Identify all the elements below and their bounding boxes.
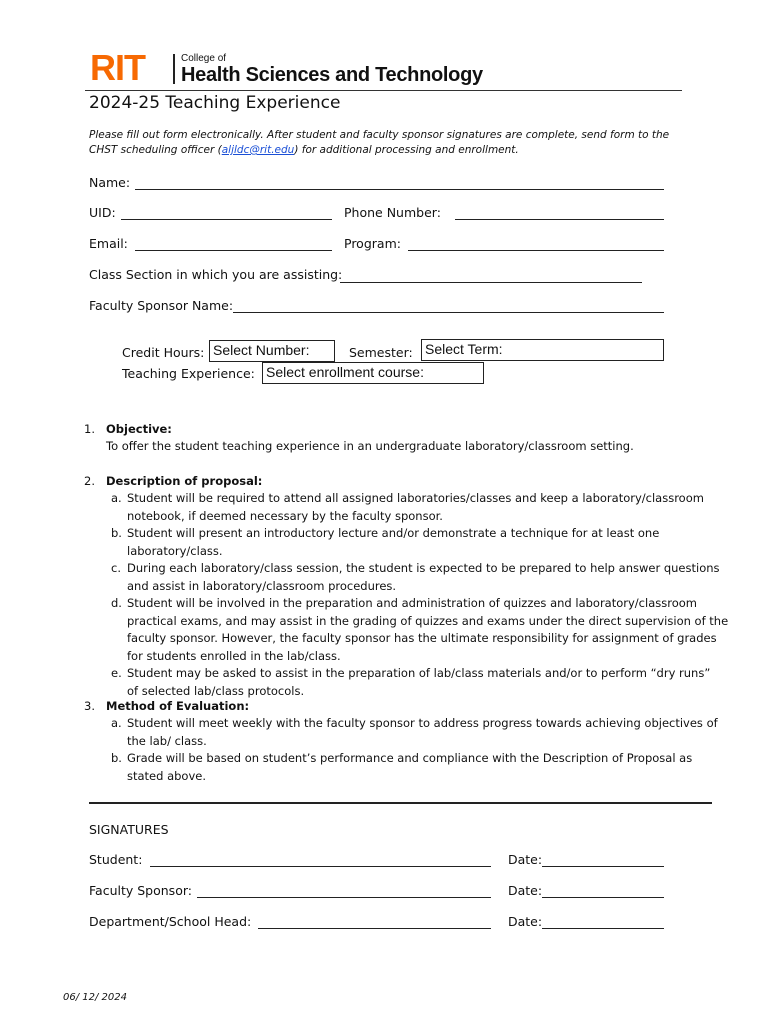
section-divider: [89, 802, 712, 804]
list-item: [111, 750, 721, 785]
logo-divider: [173, 54, 175, 84]
program-field[interactable]: [408, 250, 664, 251]
form-instructions: [89, 128, 689, 158]
list-item-text: [127, 560, 720, 595]
intro-text-1: Please fill out form electronically. After student and faculty sponsor signatures are complete, send form to the CHST scheduling officer (: [89, 129, 670, 156]
evaluation-list: [111, 715, 721, 785]
department-head-signature-label: Department/School Head:: [89, 914, 252, 929]
teaching-experience-dropdown[interactable]: Select enrollment course:: [262, 362, 484, 384]
class-section-field[interactable]: [340, 282, 642, 283]
list-item-line: faculty sponsor. However, the faculty sponsor has the ultimate responsibility for assignment of grades: [127, 631, 717, 645]
logo-college-label: College of: [181, 53, 227, 64]
list-item-line: Student will be required to attend all assigned laboratories/classes and keep a laboratory/classroom: [127, 491, 704, 505]
description-list: [111, 490, 729, 700]
name-label: Name:: [89, 175, 131, 190]
faculty-date-label: Date:: [508, 883, 543, 898]
email-label: Email:: [89, 236, 128, 251]
faculty-date-field[interactable]: [542, 897, 664, 898]
list-item-text: [127, 715, 718, 750]
semester-dropdown[interactable]: Select Term:: [421, 339, 664, 361]
list-item: [111, 715, 721, 750]
phone-label: Phone Number:: [344, 205, 441, 220]
student-date-label: Date:: [508, 852, 543, 867]
footer-date: 06/ 12/ 2024: [63, 992, 127, 1003]
section-number: 2.: [84, 474, 95, 488]
student-date-field[interactable]: [542, 866, 664, 867]
list-item-line: the lab/ class.: [127, 733, 207, 748]
faculty-sponsor-label: Faculty Sponsor Name:: [89, 298, 234, 313]
list-item-letter: a.: [111, 716, 122, 730]
list-item-line: for students enrolled in the lab/class.: [127, 648, 341, 663]
list-item-letter: b.: [111, 751, 122, 765]
list-item-text: [127, 490, 704, 525]
department-head-date-field[interactable]: [542, 928, 664, 929]
objective-text: To offer the student teaching experience in an undergraduate laboratory/classroom setting.: [106, 439, 634, 453]
uid-field[interactable]: [121, 219, 332, 220]
description-heading: Description of proposal:: [106, 474, 263, 488]
program-label: Program:: [344, 236, 401, 251]
evaluation-heading: Method of Evaluation:: [106, 699, 250, 713]
list-item-text: [127, 665, 710, 700]
list-item-line: of selected lab/class protocols.: [127, 683, 305, 698]
credit-hours-dropdown[interactable]: Select Number:: [209, 340, 335, 362]
intro-text-2: ) for additional processing and enrollment.: [294, 144, 519, 156]
name-field[interactable]: [135, 189, 664, 190]
section-number: 3.: [84, 699, 95, 713]
list-item-letter: c.: [111, 561, 121, 575]
list-item-line: Student will meet weekly with the faculty sponsor to address progress towards achieving objectives of: [127, 716, 718, 730]
list-item-line: stated above.: [127, 768, 207, 783]
list-item: [111, 560, 721, 595]
list-item-line: Student will be involved in the preparation and administration of quizzes and laboratory/classroom: [127, 596, 697, 610]
list-item-line: laboratory/class.: [127, 543, 223, 558]
objective-heading: Objective:: [106, 422, 172, 436]
teaching-experience-label: Teaching Experience:: [122, 366, 255, 381]
list-item-line: practical exams, and may assist in the grading of quizzes and exams under the direct supervision of the: [127, 613, 729, 628]
list-item-line: and assist in laboratory/classroom procedures.: [127, 578, 397, 593]
class-section-label: Class Section in which you are assisting:: [89, 267, 343, 282]
list-item-letter: a.: [111, 491, 122, 505]
header-rule: [85, 90, 682, 91]
list-item-line: During each laboratory/class session, the student is expected to be prepared to help answer questions: [127, 561, 720, 575]
signatures-heading: SIGNATURES: [89, 822, 169, 837]
logo-college-name: Health Sciences and Technology: [181, 64, 483, 86]
rit-logo-wordmark: RIT: [90, 47, 145, 88]
department-head-date-label: Date:: [508, 914, 543, 929]
list-item-line: Student may be asked to assist in the preparation of lab/class materials and/or to perform “dry runs”: [127, 666, 711, 680]
list-item-line: Grade will be based on student’s performance and compliance with the Description of Proposal as: [127, 751, 693, 765]
student-signature-field[interactable]: [150, 866, 491, 867]
list-item-letter: d.: [111, 596, 122, 610]
list-item: [111, 595, 729, 665]
list-item-line: Student will present an introductory lecture and/or demonstrate a technique for at least one: [127, 526, 660, 540]
credit-hours-label: Credit Hours:: [122, 345, 205, 360]
list-item-text: [127, 595, 728, 665]
email-link[interactable]: aljldc@rit.edu: [221, 144, 295, 156]
list-item: [111, 525, 721, 560]
list-item: [111, 490, 721, 525]
section-number: 1.: [84, 422, 95, 436]
faculty-signature-field[interactable]: [197, 897, 491, 898]
email-field[interactable]: [135, 250, 332, 251]
student-signature-label: Student:: [89, 852, 143, 867]
department-head-signature-field[interactable]: [258, 928, 491, 929]
list-item: [111, 665, 721, 700]
semester-label: Semester:: [349, 345, 413, 360]
faculty-sponsor-field[interactable]: [233, 312, 664, 313]
list-item-text: [127, 750, 692, 785]
phone-field[interactable]: [455, 219, 664, 220]
list-item-text: [127, 525, 659, 560]
list-item-letter: b.: [111, 526, 122, 540]
form-title: 2024-25 Teaching Experience: [89, 93, 341, 113]
uid-label: UID:: [89, 205, 116, 220]
list-item-letter: e.: [111, 666, 122, 680]
faculty-signature-label: Faculty Sponsor:: [89, 883, 192, 898]
list-item-line: notebook, if deemed necessary by the faculty sponsor.: [127, 508, 443, 523]
